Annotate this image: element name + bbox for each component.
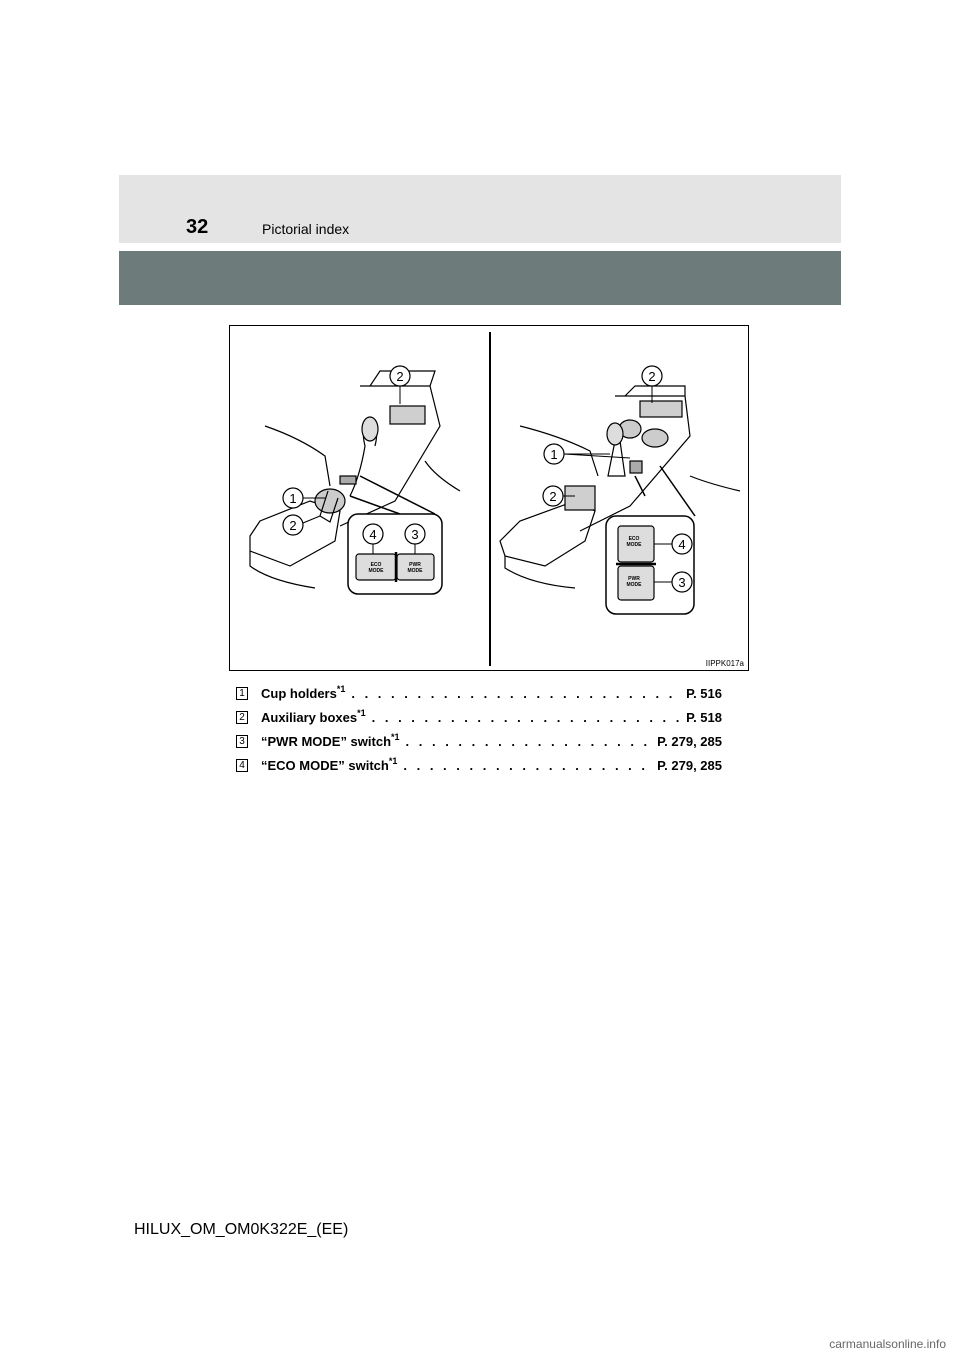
legend-item: [236, 705, 722, 729]
page-link[interactable]: P. 518: [686, 709, 722, 725]
callout-left-b: 1: [289, 491, 297, 506]
legend-item: [236, 753, 722, 777]
leader-dots: [351, 686, 680, 701]
title-bar: [119, 251, 841, 305]
legend-item: [236, 681, 722, 705]
callout-left-c: 2: [289, 518, 297, 533]
item-label: Cup holders$^{*1}$: [261, 683, 346, 701]
eco-sub-right: MODE: [626, 542, 642, 548]
item-label: Auxiliary boxes$^{*1}$: [261, 707, 366, 725]
watermark: carmanualsonline.info: [829, 1337, 946, 1351]
item-label: “ECO MODE” switch$^{*1}$: [261, 755, 398, 773]
callout-right-e: 3: [678, 575, 686, 590]
leader-dots: [406, 734, 652, 749]
callout-left-e: 3: [411, 527, 419, 542]
page-link[interactable]: P. 516: [686, 685, 722, 701]
callout-right-a: 2: [648, 369, 656, 384]
left-console: [250, 371, 460, 594]
header-band: [119, 175, 841, 243]
callout-left-a: 2: [396, 369, 404, 384]
figure-code: IIPPK017a: [705, 659, 744, 668]
console-drawing: [230, 326, 750, 672]
page-number: 32: [186, 216, 209, 238]
pwr-sub-left: MODE: [407, 568, 423, 574]
eco-label-right: ECO: [628, 536, 640, 542]
eco-sub-left: MODE: [368, 568, 384, 574]
item-number: 2: [236, 711, 248, 724]
right-console: [500, 386, 740, 614]
pwr-label-left: PWR: [409, 562, 421, 568]
item-number: 3: [236, 735, 248, 748]
callout-right-b: 1: [550, 447, 558, 462]
legend-item: [236, 729, 722, 753]
document-code: HILUX_OM_OM0K322E_(EE): [134, 1221, 349, 1238]
page-link[interactable]: P. 279, 285: [657, 733, 722, 749]
callout-right-c: 2: [549, 489, 557, 504]
leader-dots: [372, 710, 680, 725]
leader-dots: [403, 758, 651, 773]
item-number: 4: [236, 759, 248, 772]
eco-label-left: ECO: [370, 562, 382, 568]
item-number: 1: [236, 687, 248, 700]
callout-left-d: 4: [369, 527, 377, 542]
console-illustration: [229, 325, 749, 671]
pwr-sub-right: MODE: [626, 582, 642, 588]
section-title: Pictorial index: [262, 221, 350, 237]
page-link[interactable]: P. 279, 285: [657, 757, 722, 773]
callout-right-d: 4: [678, 537, 686, 552]
pwr-label-right: PWR: [628, 576, 640, 582]
item-label: “PWR MODE” switch$^{*1}$: [261, 731, 400, 749]
legend-list: [236, 681, 722, 777]
